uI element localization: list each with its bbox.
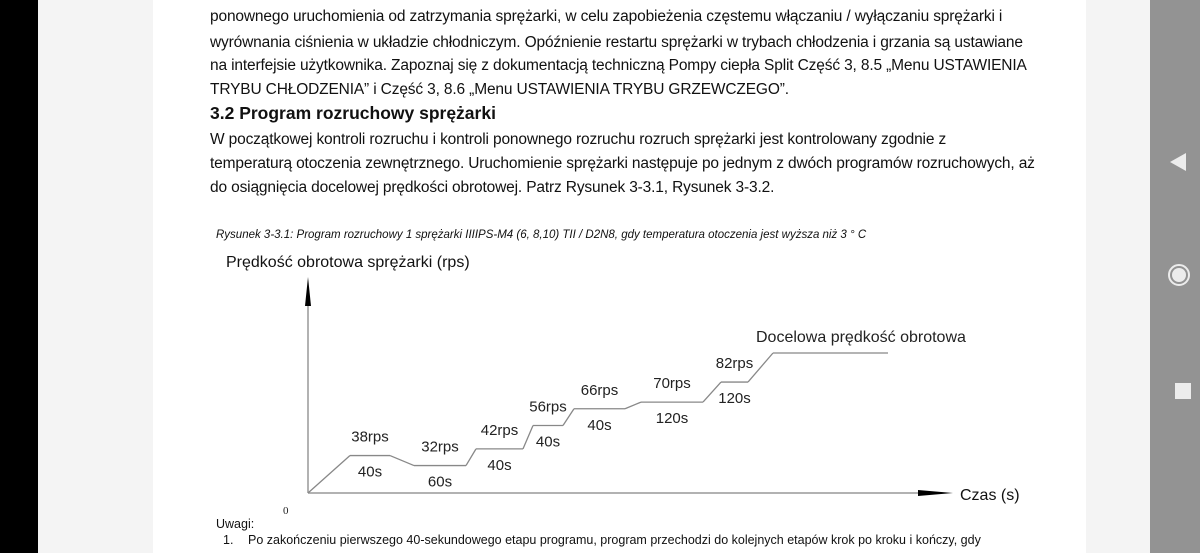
stage-duration-label: 40s xyxy=(535,433,561,451)
stage-ramp-segment xyxy=(390,456,414,466)
notes-title: Uwagi: xyxy=(216,517,255,531)
stage-duration-label: 40s xyxy=(357,463,383,481)
stage-duration-label: 120s xyxy=(718,390,751,408)
target-speed-label: Docelowa prędkość obrotowa xyxy=(756,329,966,346)
stage-speed-label: 38rps xyxy=(351,428,389,446)
stage-ramp-segment xyxy=(466,449,476,466)
note-item xyxy=(223,533,981,547)
stage-speed-label: 82rps xyxy=(715,355,754,373)
android-navigation-bar xyxy=(1150,0,1200,553)
paragraph2-line-2: temperaturą otoczenia zewnętrznego. Uruchomienie sprężarki następuje po jednym z dwóch programów rozruchowych, aż xyxy=(210,155,1035,172)
stage-speed-label: 56rps xyxy=(529,398,567,416)
note-number: 1. xyxy=(223,533,234,547)
stage-duration-label: 40s xyxy=(487,456,512,474)
stage-speed-label: 66rps xyxy=(580,381,619,399)
paragraph1-line-1: ponownego uruchomienia od zatrzymania sprężarki, w celu zapobieżenia częstemu włączaniu / wyłączaniu sprężarki i xyxy=(210,8,1003,25)
paragraph2-line-1: W początkowej kontroli rozruchu i kontroli ponownego rozruchu rozruch sprężarki jest kontrolowany zgodnie z xyxy=(210,131,947,148)
stage-speed-label: 70rps xyxy=(653,375,691,393)
home-circle-icon[interactable] xyxy=(1168,264,1190,286)
stage-ramp-segment xyxy=(308,456,350,493)
paragraph2-line-3: do osiągnięcia docelowej prędkości obrotowej. Patrz Rysunek 3-3.1, Rysunek 3-3.2. xyxy=(210,179,775,196)
startup-program-chart xyxy=(153,0,1086,553)
recent-apps-square-icon[interactable] xyxy=(1175,383,1191,399)
document-page[interactable] xyxy=(153,0,1086,553)
chart-y-axis-label: Prędkość obrotowa sprężarki (rps) xyxy=(226,254,470,271)
chart-x-axis-label: Czas (s) xyxy=(960,487,1020,504)
chart-origin-label: 0 xyxy=(283,505,289,517)
stage-ramp-segment xyxy=(625,402,641,409)
y-axis-arrow-icon xyxy=(305,277,311,306)
paragraph1-line-3: na interfejsie użytkownika. Zapoznaj się z dokumentacją techniczną Pompy ciepła Split Część 3, 8.5 „Menu USTAWIENIA xyxy=(210,57,1027,74)
stage-duration-label: 120s xyxy=(655,410,689,428)
stage-duration-label: 60s xyxy=(427,473,453,491)
figure-caption: Rysunek 3-3.1: Program rozruchowy 1 sprężarki IIIIPS-M4 (6, 8,10) TII / D2N8, gdy temperatura otoczenia jest wyższa niż 3 ° C xyxy=(216,229,867,241)
x-axis-arrow-icon xyxy=(918,490,953,496)
paragraph1-line-2: wyrównania ciśnienia w układzie chłodniczym. Opóźnienie restartu sprężarki w trybach chłodzenia i grzania są ustawiane xyxy=(210,34,1023,51)
back-triangle-icon[interactable] xyxy=(1170,153,1186,171)
stage-ramp-segment xyxy=(523,425,533,448)
stage-speed-label: 42rps xyxy=(480,421,519,439)
note-text: Po zakończeniu pierwszego 40-sekundowego etapu programu, program przechodzi do kolejnych etapów krok po kroku i kończy, gdy xyxy=(248,533,981,547)
paragraph1-line-4: TRYBU CHŁODZENIA” i Część 3, 8.6 „Menu USTAWIENIA TRYBU GRZEWCZEGO”. xyxy=(210,81,789,98)
screen-edge xyxy=(0,0,38,553)
viewer-left-margin xyxy=(38,0,153,553)
stage-duration-label: 40s xyxy=(587,416,612,434)
stage-speed-label: 32rps xyxy=(421,438,459,456)
viewer-right-margin xyxy=(1086,0,1150,553)
section-heading: 3.2 Program rozruchowy sprężarki xyxy=(210,103,496,123)
